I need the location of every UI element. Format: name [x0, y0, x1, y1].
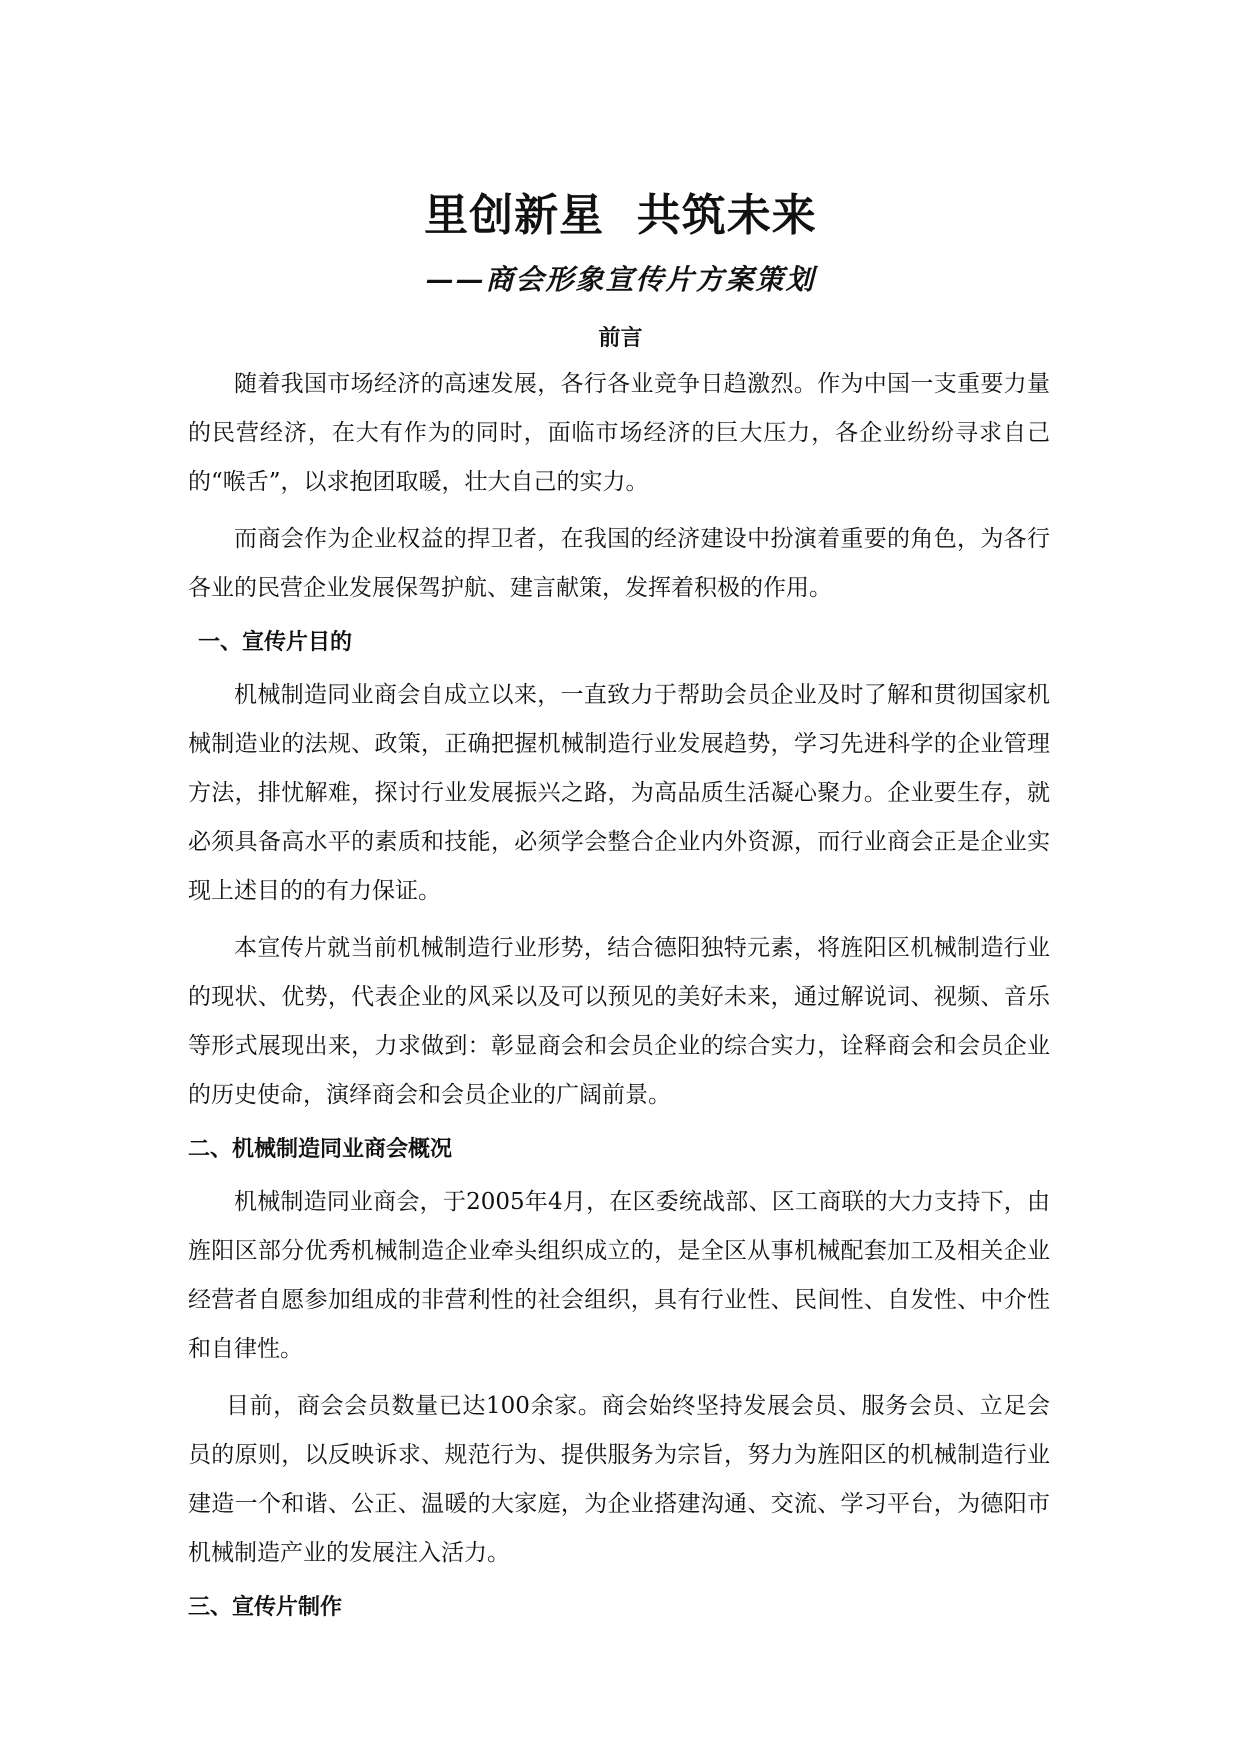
preface-heading: 前言 — [598, 326, 643, 351]
section-heading-overview: 二、机械制造同业商会概况 — [188, 1137, 453, 1162]
section-paragraph: 目前，商会会员数量已达100余家。商会始终坚持发展会员、服务会员、立足会员的原则，以反映诉求、规范行为、提供服务为宗旨，努力为旌阳区的机械制造行业建造一个和谐、公正、温暖的大家庭，为企业搭建沟通、交流、学习平台，为德阳市机械制造产业的发展注入活力。 — [188, 1393, 1050, 1566]
section-heading-production: 三、宣传片制作 — [188, 1595, 343, 1620]
section-paragraph: 本宣传片就当前机械制造行业形势，结合德阳独特元素，将旌阳区机械制造行业的现状、优势，代表企业的风采以及可以预见的美好未来，通过解说词、视频、音乐等形式展现出来，力求做到：彰显商会和会员企业的综合实力，诠释商会和会员企业的历史使命，演绎商会和会员企业的广阔前景。 — [188, 935, 1050, 1108]
document-body — [188, 360, 1050, 1636]
preface-paragraph: 而商会作为企业权益的捍卫者，在我国的经济建设中扮演着重要的角色，为各行各业的民营企业发展保驾护航、建言献策，发挥着积极的作用。 — [188, 526, 1050, 601]
preface-paragraph: 随着我国市场经济的高速发展，各行各业竞争日趋激烈。作为中国一支重要力量的民营经济，在大有作为的同时，面临市场经济的巨大压力，各企业纷纷寻求自己的“喉舌”，以求抱团取暖，壮大自己的实力。 — [188, 371, 1050, 495]
section-heading-purpose: 一、宣传片目的 — [198, 630, 353, 655]
document-title: 里创新星 共筑未来 — [424, 190, 817, 241]
section-paragraph: 机械制造同业商会自成立以来，一直致力于帮助会员企业及时了解和贯彻国家机械制造业的法规、政策，正确把握机械制造行业发展趋势，学习先进科学的企业管理方法，排忧解难，探讨行业发展振兴之路，为高品质生活凝心聚力。企业要生存，就必须具备高水平的素质和技能，必须学会整合企业内外资源，而行业商会正是企业实现上述目的的有力保证。 — [188, 682, 1050, 904]
document-subtitle: ——商会形象宣传片方案策划 — [425, 263, 816, 296]
section-paragraph: 机械制造同业商会，于2005年4月，在区委统战部、区工商联的大力支持下，由旌阳区部分优秀机械制造企业牵头组织成立的，是全区从事机械配套加工及相关企业经营者自愿参加组成的非营利性的社会组织，具有行业性、民间性、自发性、中介性和自律性。 — [188, 1189, 1050, 1362]
